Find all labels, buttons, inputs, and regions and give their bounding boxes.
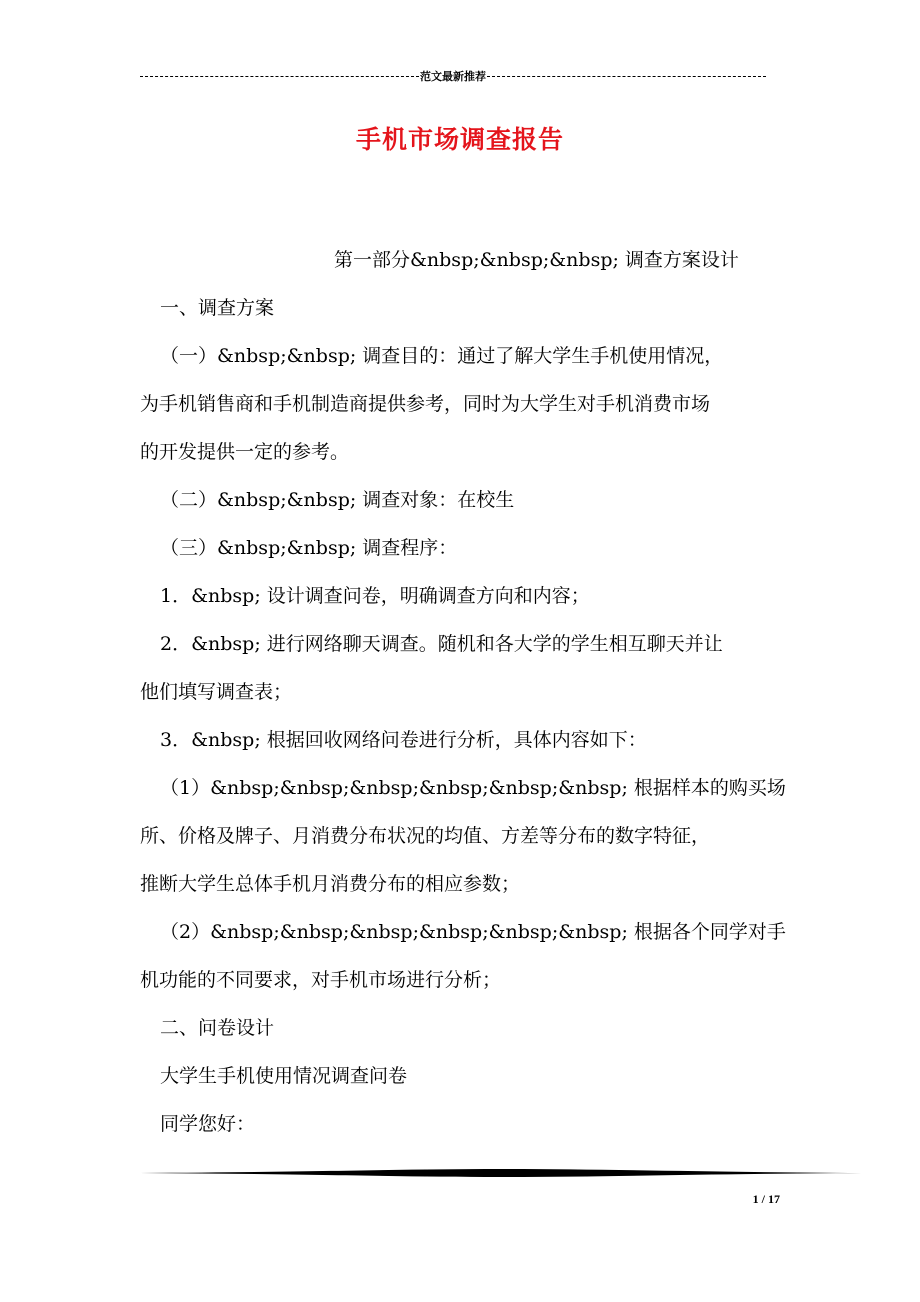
document-body [140, 236, 790, 1148]
paragraph-line: 同学您好： [160, 1113, 256, 1135]
header-dashes-left [140, 76, 419, 77]
paragraph-line: 机功能的不同要求，对手机市场进行分析； [140, 969, 502, 991]
document-title: 手机市场调查报告 [355, 125, 564, 154]
header-dashes-right [487, 76, 766, 77]
header-text: 范文最新推荐 [420, 71, 486, 83]
paragraph-line: 所、价格及牌子、月消费分布状况的均值、方差等分布的数字特征， [140, 825, 711, 847]
paragraph-line: 3．&nbsp; 根据回收网络问卷进行分析，具体内容如下： [160, 729, 647, 751]
paragraph-line: 1．&nbsp; 设计调查问卷，明确调查方向和内容； [160, 585, 590, 607]
paragraph-line: （1）&nbsp;&nbsp;&nbsp;&nbsp;&nbsp;&nbsp; 根据样本的购买场 [160, 777, 786, 799]
paragraph-line: 为手机销售商和手机制造商提供参考，同时为大学生对手机消费市场 [140, 393, 711, 415]
paragraph-line: （一）&nbsp;&nbsp; 调查目的：通过了解大学生手机使用情况， [160, 345, 724, 367]
paragraph-line: 他们填写调查表； [140, 681, 293, 703]
paragraph-line: 推断大学生总体手机月消费分布的相应参数； [140, 873, 521, 895]
page-number: 1 / 17 [752, 1192, 780, 1206]
footer-rule [140, 1168, 862, 1178]
paragraph-line: 2．&nbsp; 进行网络聊天调查。随机和各大学的学生相互聊天并让 [160, 633, 723, 655]
subsection-heading: 二、问卷设计 [160, 1017, 275, 1039]
page-header [140, 68, 766, 84]
subsection-heading: 一、调查方案 [160, 297, 275, 319]
paragraph-line: 大学生手机使用情况调查问卷 [160, 1065, 408, 1087]
section-heading: 第一部分&nbsp;&nbsp;&nbsp; 调查方案设计 [334, 249, 739, 271]
paragraph-line: 的开发提供一定的参考。 [140, 441, 350, 463]
paragraph-line: （三）&nbsp;&nbsp; 调查程序： [160, 537, 458, 559]
paragraph-line: （2）&nbsp;&nbsp;&nbsp;&nbsp;&nbsp;&nbsp; 根据各个同学对手 [160, 921, 786, 943]
paragraph-line: （二）&nbsp;&nbsp; 调查对象：在校生 [160, 489, 515, 511]
